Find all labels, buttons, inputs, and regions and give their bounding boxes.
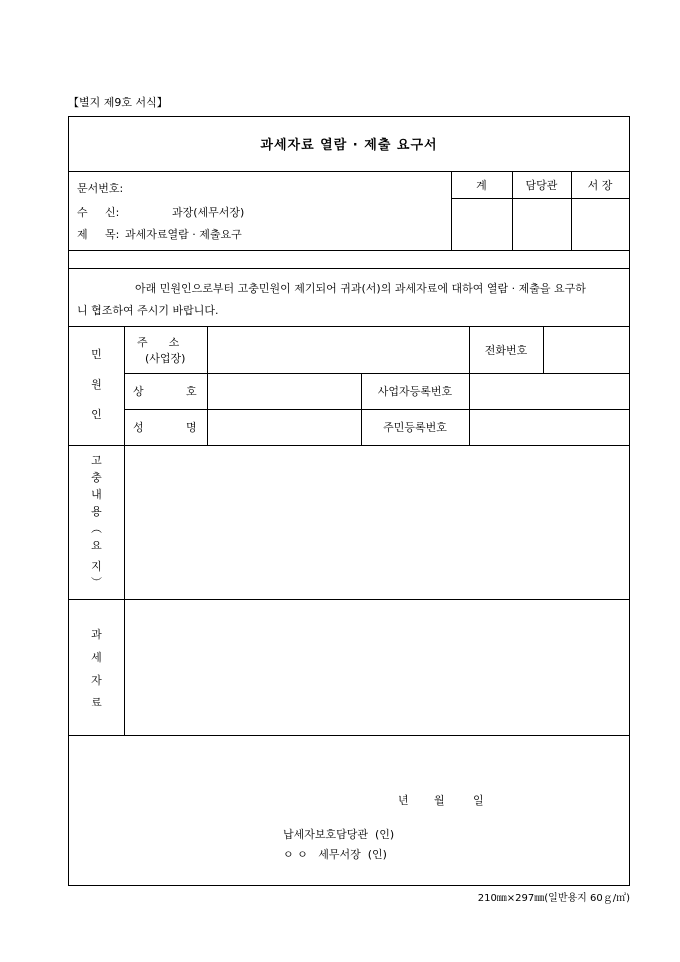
grievance-char-5: ︵ (91, 522, 102, 535)
divider (69, 250, 629, 251)
approval-header-officer: 담당관 (525, 179, 558, 192)
grievance-content-area[interactable] (125, 446, 629, 599)
trade-name-label: 상 (133, 385, 144, 398)
resident-reg-field[interactable] (470, 410, 629, 445)
grievance-char-1: 고 (91, 454, 102, 467)
approval-sign-officer[interactable] (513, 199, 570, 249)
approval-sign-staff[interactable] (452, 199, 511, 249)
grievance-char-3: 내 (91, 488, 102, 501)
grievance-char-4: 용 (91, 505, 102, 518)
approval-header-chief: 서 장 (587, 179, 613, 192)
form-number-label: 【별지 제9호 서식】 (68, 96, 168, 109)
tax-data-content-area[interactable] (125, 600, 629, 735)
divider (69, 268, 629, 269)
address-label: 주 소 (137, 336, 180, 349)
address-label-sub: (사업장) (145, 352, 186, 365)
subject-value: 과세자료열람 · 제출요구 (125, 228, 242, 241)
name-label: 성 (133, 421, 144, 434)
paper-spec: 210㎜×297㎜(일반용지 60ｇ/㎡) (477, 893, 630, 904)
tax-data-char-4: 료 (91, 696, 102, 709)
divider (124, 326, 125, 445)
grievance-char-7: 지 (91, 560, 102, 573)
tax-data-char-1: 과 (91, 628, 102, 641)
petitioner-side-char-2: 원 (91, 378, 102, 391)
tax-data-char-3: 자 (91, 674, 102, 687)
grievance-char-6: 요 (91, 539, 102, 552)
request-text-line1: 아래 민원인으로부터 고충민원이 제기되어 귀과(서)의 과세자료에 대하여 열람 · 제출을 요구하 (135, 282, 586, 295)
business-reg-field[interactable] (470, 374, 629, 409)
approval-header-staff: 계 (476, 179, 487, 192)
date-year-label: 년 (398, 794, 409, 807)
subject-label: 제 (77, 228, 88, 241)
officer-signature-line: 납세자보호담당관 (인) (283, 828, 395, 841)
request-text-line2: 니 협조하여 주시기 바랍니다. (77, 304, 219, 317)
date-month-label: 월 (434, 794, 445, 807)
approval-sign-chief[interactable] (572, 199, 629, 249)
address-field[interactable] (208, 327, 469, 373)
name-field[interactable] (208, 410, 361, 445)
tax-data-char-2: 세 (91, 651, 102, 664)
date-day-label: 일 (473, 794, 484, 807)
trade-name-label-suffix: 호 (186, 385, 197, 398)
phone-label: 전화번호 (484, 344, 528, 357)
grievance-char-8: ︶ (91, 576, 102, 589)
petitioner-side-char-3: 인 (91, 408, 102, 421)
chief-signature-line: ㅇ ㅇ 세무서장 (인) (283, 848, 387, 861)
recipient-label-suffix: 신: (105, 206, 120, 219)
doc-number-label: 문서번호: (77, 182, 124, 195)
request-form (68, 116, 630, 886)
divider (69, 171, 629, 172)
recipient-label: 수 (77, 206, 88, 219)
trade-name-field[interactable] (208, 374, 361, 409)
business-reg-label: 사업자등록번호 (377, 385, 453, 398)
petitioner-side-char-1: 민 (91, 348, 102, 361)
divider (69, 735, 629, 736)
phone-field[interactable] (544, 327, 629, 373)
subject-label-suffix: 목: (105, 228, 120, 241)
form-title: 과세자료 열람 · 제출 요구서 (260, 138, 438, 153)
grievance-char-2: 충 (91, 471, 102, 484)
name-label-suffix: 명 (186, 421, 197, 434)
resident-reg-label: 주민등록번호 (383, 421, 447, 434)
recipient-value: 과장(세무서장) (172, 206, 245, 219)
